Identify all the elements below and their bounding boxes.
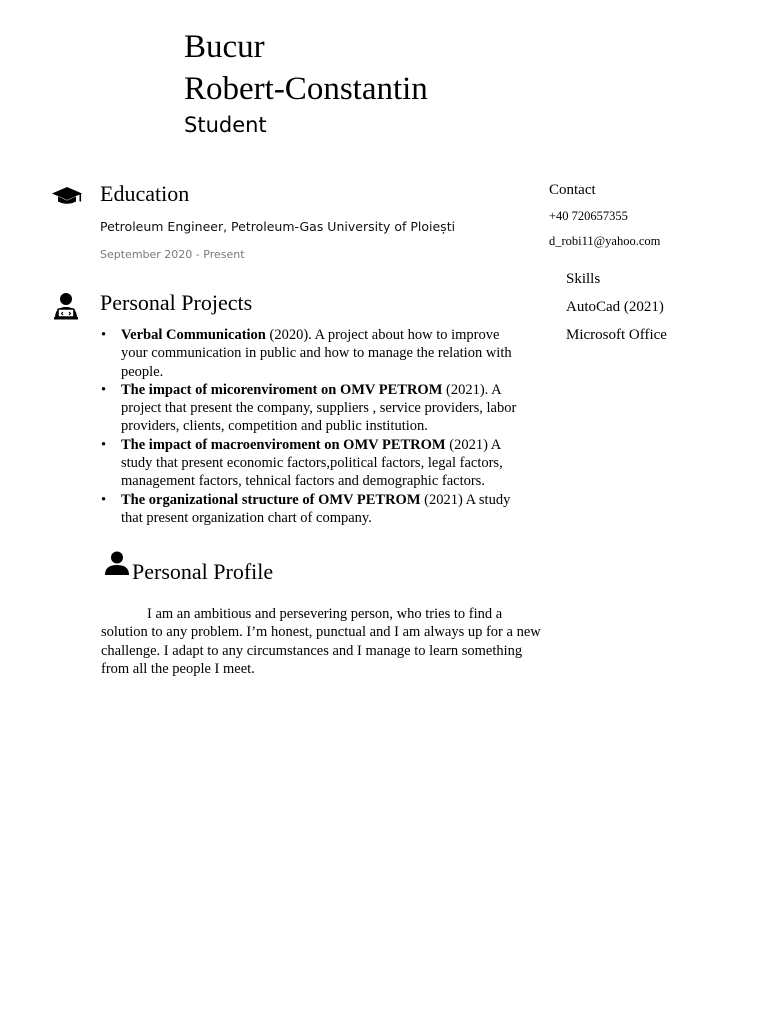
project-description: (2021). A project that present the company, suppliers , service providers, labor providers, clients, competition and public institution. <box>121 381 517 435</box>
project-name: The organizational structure of OMV PETROM <box>121 491 421 508</box>
person-icon <box>104 551 130 577</box>
projects-heading: Personal Projects <box>100 290 253 315</box>
list-item <box>101 491 526 528</box>
education-dates: September 2020 - Present <box>100 248 245 261</box>
bullet: • <box>101 327 107 343</box>
role-title: Student <box>184 113 267 137</box>
list-item <box>101 381 526 436</box>
profile-heading: Personal Profile <box>132 559 274 584</box>
skill-item: AutoCad (2021) <box>566 299 664 315</box>
education-heading: Education <box>100 181 190 206</box>
bullet: • <box>101 491 107 508</box>
graduation-cap-icon <box>51 186 83 206</box>
bullet: • <box>101 381 107 398</box>
projects-list <box>101 326 526 527</box>
project-name: The impact of macroenviroment on OMV PETROM <box>121 436 446 453</box>
project-description: (2021) A study that present organization chart of company. <box>121 491 511 526</box>
project-description: (2021) A study that present economic factors,political factors, legal factors, management factors, tehnical factors and demographic factors. <box>121 436 503 490</box>
last-name: Robert-Constantin <box>184 71 428 107</box>
list-item <box>101 326 526 381</box>
list-item <box>101 436 526 491</box>
education-degree: Petroleum Engineer, Petroleum-Gas University of Ploiești <box>100 219 456 234</box>
project-description: (2020). A project about how to improve your communication in public and how to manage the relation with people. <box>121 327 512 380</box>
profile-text: I am an ambitious and persevering person, who tries to find a solution to any problem. I’m honest, punctual and I am always up for a new challenge. I adapt to any circumstances and I manage to learn something from all the people I meet. <box>101 606 541 677</box>
project-name: Verbal Communication <box>121 327 266 343</box>
project-name: The impact of micorenviroment on OMV PETROM <box>121 381 443 398</box>
contact-heading: Contact <box>549 182 596 198</box>
skills-heading: Skills <box>566 271 601 287</box>
skill-item: Microsoft Office <box>566 327 667 343</box>
first-name: Bucur <box>184 29 265 65</box>
bullet: • <box>101 436 107 453</box>
contact-email: d_robi11@yahoo.com <box>549 234 661 248</box>
contact-phone: +40 720657355 <box>549 209 628 223</box>
person-at-laptop-icon <box>52 292 80 320</box>
